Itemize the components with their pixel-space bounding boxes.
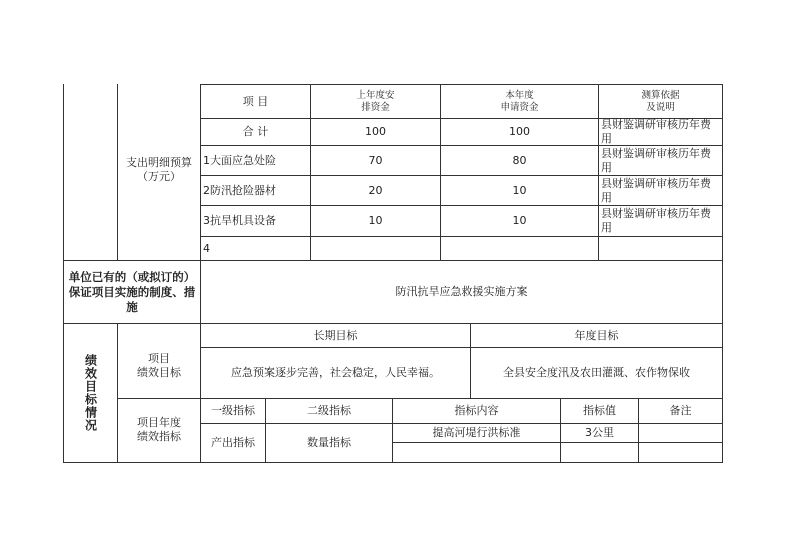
header-prev: 上年度安 排资金: [356, 89, 395, 113]
ind-level2: 数量指标: [307, 436, 351, 449]
row-total-basis: 县财鉴调研审核历年费 用: [601, 118, 711, 145]
budget-label: 支出明细预算 （万元）: [126, 156, 192, 183]
ind-header-3: 指标内容: [454, 404, 499, 417]
row-total-item: 合 计: [242, 125, 269, 138]
system-label: 单位已有的（或拟订的） 保证项目实施的制度、措 施: [68, 269, 196, 314]
system-value: 防汛抗旱应急救援实施方案: [395, 285, 528, 298]
ind-content: 提高河堤行洪标准: [432, 426, 521, 439]
row2-basis: 县财鉴调研审核历年费 用: [601, 176, 711, 204]
goal-label: 项目 绩效目标: [137, 352, 181, 379]
ind-value: 3公里: [585, 426, 614, 439]
header-curr: 本年度 申请资金: [500, 89, 539, 113]
perf-label: 绩效目标情况: [83, 354, 98, 432]
header-basis: 测算依据 及说明: [641, 89, 680, 113]
row-total-prev: 100: [365, 125, 386, 138]
year-indicator-label: 项目年度 绩效指标: [137, 416, 181, 443]
row2-prev: 20: [368, 183, 383, 197]
row-total-curr: 100: [509, 125, 530, 138]
annual-text: 全县安全度汛及农田灌溉、农作物保收: [503, 366, 690, 379]
row1-curr: 80: [512, 153, 527, 167]
row3-item: 3抗旱机具设备: [203, 214, 276, 227]
long-term-header: 长期目标: [313, 328, 358, 342]
ind-header-4: 指标值: [583, 404, 616, 417]
ind-level1: 产出指标: [211, 436, 255, 449]
header-item: 项 目: [242, 94, 269, 108]
row2-item: 2防汛抢险器材: [203, 183, 276, 197]
row3-curr: 10: [512, 214, 527, 227]
row1-basis: 县财鉴调研审核历年费 用: [601, 146, 711, 174]
row1-prev: 70: [368, 153, 383, 167]
ind-header-2: 二级指标: [307, 404, 351, 417]
ind-header-1: 一级指标: [211, 404, 255, 417]
row2-curr: 10: [512, 183, 527, 197]
row3-basis: 县财鉴调研审核历年费 用: [601, 207, 711, 234]
long-term-text: 应急预案逐步完善，社会稳定，人民幸福。: [231, 366, 440, 379]
row3-prev: 10: [368, 214, 383, 227]
row4-item: 4: [203, 241, 210, 255]
row1-item: 1大面应急处险: [203, 153, 276, 167]
annual-header: 年度目标: [574, 328, 619, 342]
ind-header-5: 备注: [669, 404, 692, 417]
